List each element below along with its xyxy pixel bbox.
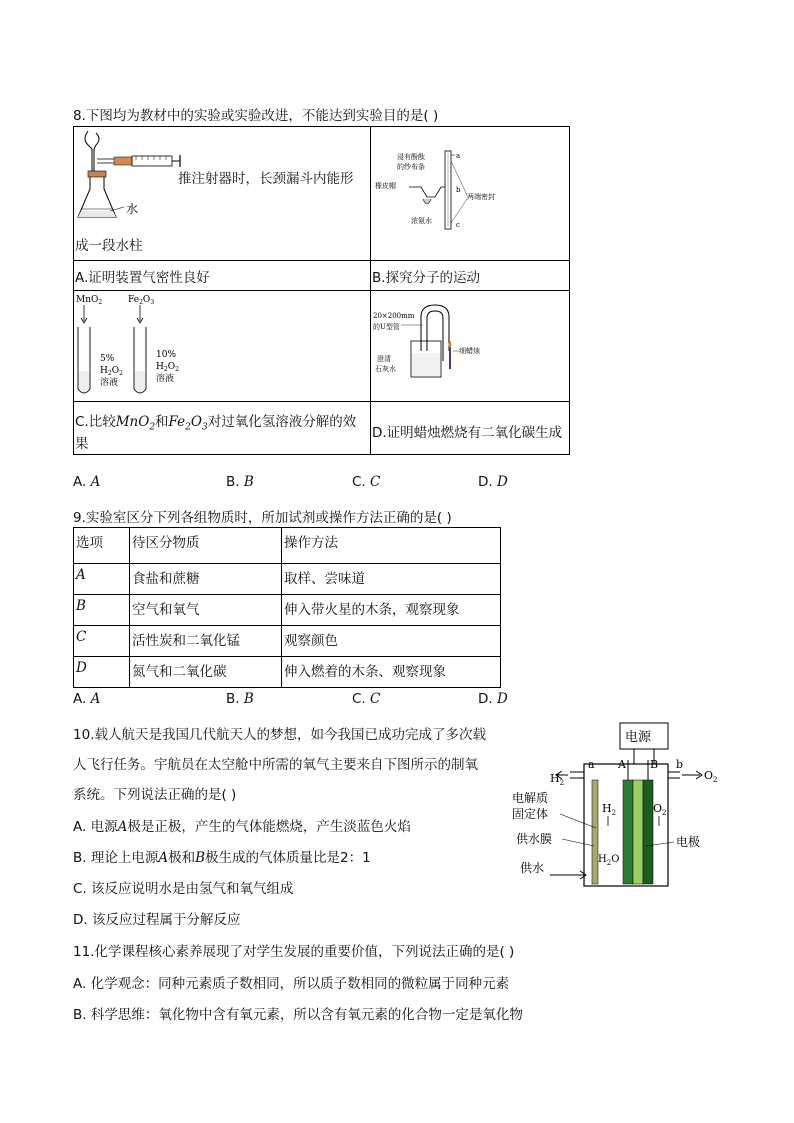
o2-inner-label: $O_2$	[653, 802, 667, 817]
q8-label-d-cell	[371, 402, 570, 455]
q8-cell-c-figure	[74, 291, 371, 402]
membrane-label: 供水膜	[516, 832, 553, 846]
q8-cell-a-figure	[74, 127, 371, 261]
q8-cell-a-note2: 成一段水柱	[75, 238, 143, 254]
svg-text:细蜡烛: 细蜡烛	[459, 347, 480, 355]
q10-option-b[interactable]: B. 理论上电源A极和B极生成的气体质量比是2：1	[73, 850, 371, 866]
q9-option-c[interactable]: C. C	[352, 691, 381, 707]
q10-option-a[interactable]: A. 电源A极是正极，产生的气体能燃烧，产生淡蓝色火焰	[73, 819, 411, 835]
q8-cell-a-note: 推注射器时，长颈漏斗内能形	[178, 171, 354, 187]
svg-text:H2O2: $H_2O_2$	[100, 366, 123, 377]
svg-text:a: a	[456, 152, 461, 160]
q8-option-a[interactable]: A. A	[73, 474, 101, 490]
power-label: 电源	[625, 730, 652, 745]
q11-option-b[interactable]: B. 科学思维：氧化物中含有氧元素，所以含有氧元素的化合物一定是氧化物	[73, 1007, 523, 1023]
svg-text:b: b	[456, 186, 461, 194]
svg-text:的纱布条: 的纱布条	[397, 163, 425, 171]
q8-label-c: C.比较MnO$_2$和$Fe_2O_3$对过氧化氢溶液分解的效	[75, 414, 357, 433]
svg-text:溶液: 溶液	[156, 374, 175, 384]
q9-option-a[interactable]: A. A	[73, 691, 101, 707]
svg-text:的U型管: 的U型管	[373, 323, 400, 331]
h2-out-label: $H_2$	[550, 772, 565, 787]
q8-label-d: D.证明蜡烛燃烧有二氧化碳生成	[372, 425, 563, 441]
table-row: D 氮气和二氧化碳 伸入燃着的木条、观察现象	[74, 657, 501, 688]
q8-option-d[interactable]: D. D	[478, 474, 508, 490]
q9-option-d[interactable]: D. D	[478, 691, 508, 707]
q9-table	[73, 527, 501, 688]
terminal-a-label: A	[618, 758, 626, 771]
catalyst-comparison-diagram	[74, 291, 370, 401]
q11-option-a[interactable]: A. 化学观念：同种元素质子数相同，所以质子数相同的微粒属于同种元素	[73, 976, 510, 992]
q8-option-b[interactable]: B. B	[226, 474, 254, 490]
svg-text:澄清: 澄清	[377, 355, 391, 363]
o2-out-label: $O_2$	[704, 769, 718, 784]
svg-text:两端密封: 两端密封	[467, 193, 495, 201]
q8-label-b: B.探究分子的运动	[372, 270, 481, 286]
q10-stem-line2: 人飞行任务。宇航员在太空舱中所需的氧气主要来自下图所示的制氧	[73, 757, 478, 773]
q10-stem-line1: 10.载人航天是我国几代航天人的梦想，如今我国已成功完成了多次载	[73, 727, 486, 743]
svg-text:石灰水: 石灰水	[375, 365, 396, 373]
q9-header-method: 操作方法	[282, 528, 501, 564]
water-inner-label: $H_2O$	[598, 854, 620, 867]
svg-text:浸有酚酞: 浸有酚酞	[397, 153, 425, 161]
q8-cell-d-figure	[371, 291, 570, 402]
terminal-b-label: B	[650, 758, 659, 771]
q8-label-b-cell	[371, 261, 570, 291]
svg-text:20×200mm: 20×200mm	[373, 312, 415, 320]
electrolyte-label-2: 固定体	[512, 807, 549, 821]
q8-cell-b-figure	[371, 127, 570, 261]
q9-header-option: 选项	[74, 528, 130, 564]
q9-header-substances: 待区分物质	[130, 528, 282, 564]
outlet-a-label: a	[588, 758, 595, 771]
h2-inner-label: $H_2$	[602, 802, 617, 817]
molecule-motion-diagram	[371, 127, 569, 260]
svg-text:Fe2O3: $Fe_2O_3$	[128, 295, 155, 306]
candle-co2-diagram	[371, 291, 569, 401]
q8-option-c[interactable]: C. C	[352, 474, 381, 490]
svg-text:5%: 5%	[100, 354, 115, 364]
q8-label-c-line2: 果	[75, 436, 89, 452]
svg-text:MnO2: MnO$_2$	[76, 295, 103, 306]
electrode-label: 电极	[676, 835, 701, 849]
q8-stem: 8.下图均为教材中的实验或实验改进，不能达到实验目的是( )	[73, 108, 439, 124]
svg-text:10%: 10%	[156, 350, 177, 360]
svg-text:溶液: 溶液	[100, 378, 119, 388]
table-row: A 食盐和蔗糖 取样、尝味道	[74, 564, 501, 595]
q10-option-d[interactable]: D. 该反应过程属于分解反应	[73, 912, 241, 928]
svg-text:H2O2: $H_2O_2$	[156, 362, 179, 373]
q8-figure-table	[73, 126, 570, 455]
q9-header-row	[74, 528, 501, 564]
q10-stem-line3: 系统。下列说法正确的是( )	[73, 787, 237, 803]
svg-text:浓氨水: 浓氨水	[411, 217, 432, 225]
q9-stem: 9.实验室区分下列各组物质时，所加试剂或操作方法正确的是( )	[73, 510, 452, 526]
water-supply-label: 供水	[520, 861, 545, 875]
outlet-b-label: b	[676, 758, 684, 771]
svg-text:橡皮帽: 橡皮帽	[375, 182, 396, 190]
table-row: B 空气和氧气 伸入带火星的木条，观察现象	[74, 595, 501, 626]
electrolysis-diagram	[510, 720, 730, 890]
table-row: C 活性炭和二氧化锰 观察颜色	[74, 626, 501, 657]
electrolyte-label-1: 电解质	[512, 791, 549, 805]
q8-label-c-cell	[74, 402, 371, 455]
q10-option-c[interactable]: C. 该反应说明水是由氢气和氧气组成	[73, 881, 294, 897]
q9-option-b[interactable]: B. B	[226, 691, 254, 707]
q11-stem: 11.化学课程核心素养展现了对学生发展的重要价值，下列说法正确的是( )	[73, 944, 515, 960]
water-label: 水	[126, 202, 139, 216]
q8-label-a-cell	[74, 261, 371, 291]
svg-text:c: c	[456, 221, 460, 229]
q8-label-a: A.证明装置气密性良好	[75, 270, 210, 286]
